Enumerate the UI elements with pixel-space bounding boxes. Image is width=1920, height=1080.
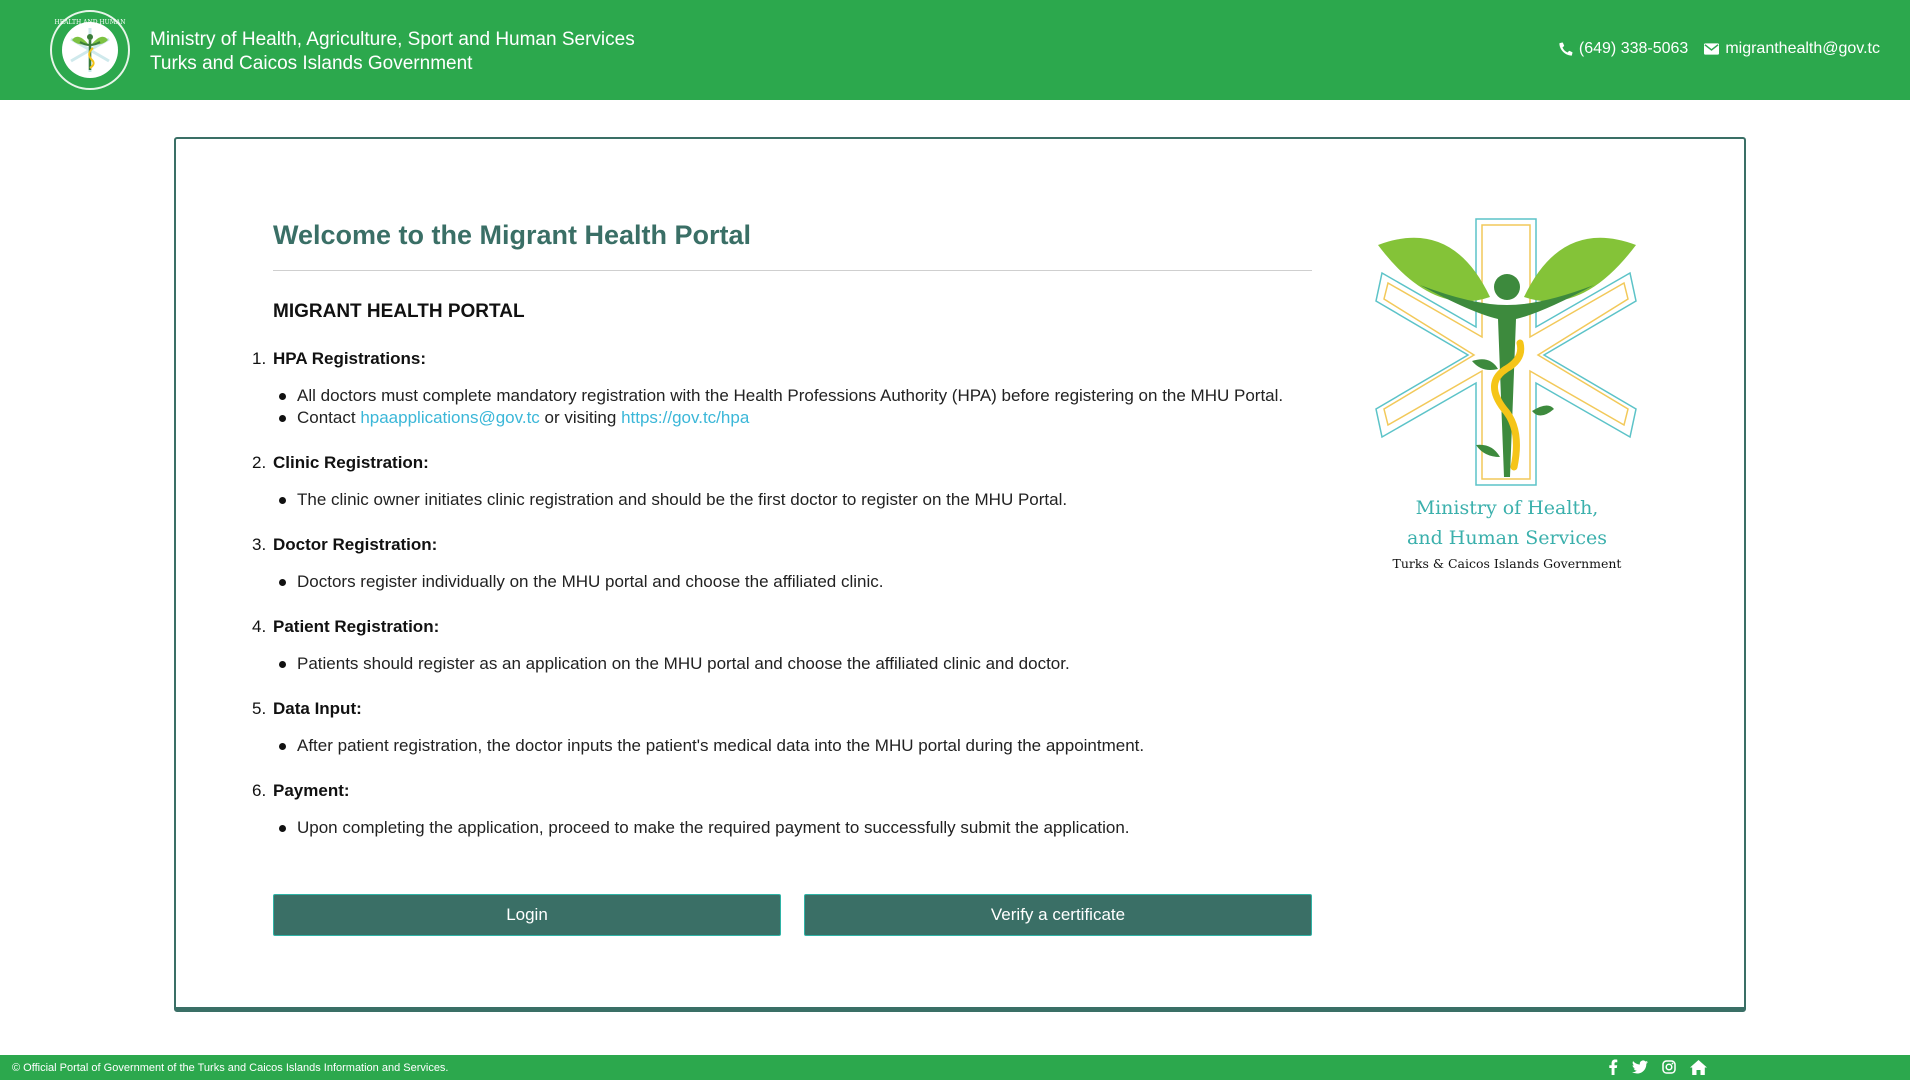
email-address: migranthealth@gov.tc <box>1725 40 1880 57</box>
phone-number: (649) 338-5063 <box>1578 40 1689 57</box>
phone-icon <box>1559 42 1573 56</box>
step-heading: Data Input: <box>273 699 362 718</box>
step-clinic-registration <box>252 451 1312 533</box>
facebook-icon[interactable] <box>1608 1059 1618 1075</box>
ministry-seal-logo[interactable] <box>50 10 130 90</box>
hpa-website-link[interactable]: https://gov.tc/hpa <box>621 408 750 427</box>
list-item: Doctors register individually on the MHU portal and choose the affiliated clinic. <box>273 571 1312 593</box>
phone-contact[interactable] <box>1559 40 1688 58</box>
title-divider <box>273 270 1312 271</box>
section-title: MIGRANT HEALTH PORTAL <box>273 301 525 322</box>
svg-text:HEALTH AND HUMAN: HEALTH AND HUMAN <box>54 19 126 26</box>
step-number: 2. <box>252 453 267 472</box>
registration-steps <box>252 347 1312 839</box>
list-item: Patients should register as an application on the MHU portal and choose the affiliated clinic and doctor. <box>273 653 1312 675</box>
logo-text-line1: Ministry of Health, <box>1415 497 1599 519</box>
twitter-icon[interactable] <box>1632 1060 1648 1074</box>
step-heading: Patient Registration: <box>273 617 440 636</box>
list-item: All doctors must complete mandatory registration with the Health Professions Authority (HPA) before registering on the MHU Portal. <box>273 385 1312 407</box>
step-number: 4. <box>252 617 267 636</box>
portal-card <box>174 137 1746 1012</box>
copyright-text: © Official Portal of Government of the Turks and Caicos Islands Information and Services. <box>12 1062 449 1074</box>
step-number: 6. <box>252 781 267 800</box>
site-header <box>0 0 1910 100</box>
step-payment <box>252 779 1312 839</box>
portal-content <box>252 217 1312 839</box>
seal-icon <box>50 10 130 90</box>
list-item-contact: Contact hpaapplications@gov.tc or visiting https://gov.tc/hpa <box>273 407 1312 429</box>
step-heading: Clinic Registration: <box>273 453 429 472</box>
header-titles <box>150 28 635 76</box>
step-heading: Payment: <box>273 781 350 800</box>
step-number: 1. <box>252 349 267 368</box>
instagram-icon[interactable] <box>1662 1060 1676 1074</box>
step-patient-registration <box>252 615 1312 697</box>
page-title: Welcome to the Migrant Health Portal <box>273 220 752 250</box>
logo-text-line2: and Human Services <box>1407 527 1607 549</box>
step-number: 3. <box>252 535 267 554</box>
list-item: The clinic owner initiates clinic registration and should be the first doctor to register on the MHU Portal. <box>273 489 1312 511</box>
site-footer <box>0 1055 1910 1080</box>
step-heading: HPA Registrations: <box>273 349 427 368</box>
social-links <box>1608 1059 1707 1075</box>
hpa-email-link[interactable]: hpaapplications@gov.tc <box>360 408 540 427</box>
home-icon[interactable] <box>1690 1060 1707 1075</box>
verify-certificate-button[interactable]: Verify a certificate <box>804 894 1312 936</box>
ministry-logo <box>1372 217 1642 572</box>
list-item: After patient registration, the doctor inputs the patient's medical data into the MHU portal during the appointment. <box>273 735 1312 757</box>
logo-text-line3: Turks & Caicos Islands Government <box>1392 556 1622 571</box>
star-of-life-logo-icon <box>1372 217 1642 572</box>
step-doctor-registration <box>252 533 1312 615</box>
government-name: Turks and Caicos Islands Government <box>150 53 473 74</box>
step-data-input <box>252 697 1312 779</box>
login-button[interactable]: Login <box>273 894 781 936</box>
action-buttons <box>273 894 1312 936</box>
step-number: 5. <box>252 699 267 718</box>
step-hpa-registrations <box>252 347 1312 451</box>
step-heading: Doctor Registration: <box>273 535 438 554</box>
email-contact[interactable] <box>1704 40 1880 58</box>
ministry-name: Ministry of Health, Agriculture, Sport and Human Services <box>150 29 635 50</box>
header-contact <box>1559 40 1880 58</box>
list-item: Upon completing the application, proceed to make the required payment to successfully submit the application. <box>273 817 1312 839</box>
envelope-icon <box>1704 43 1719 55</box>
